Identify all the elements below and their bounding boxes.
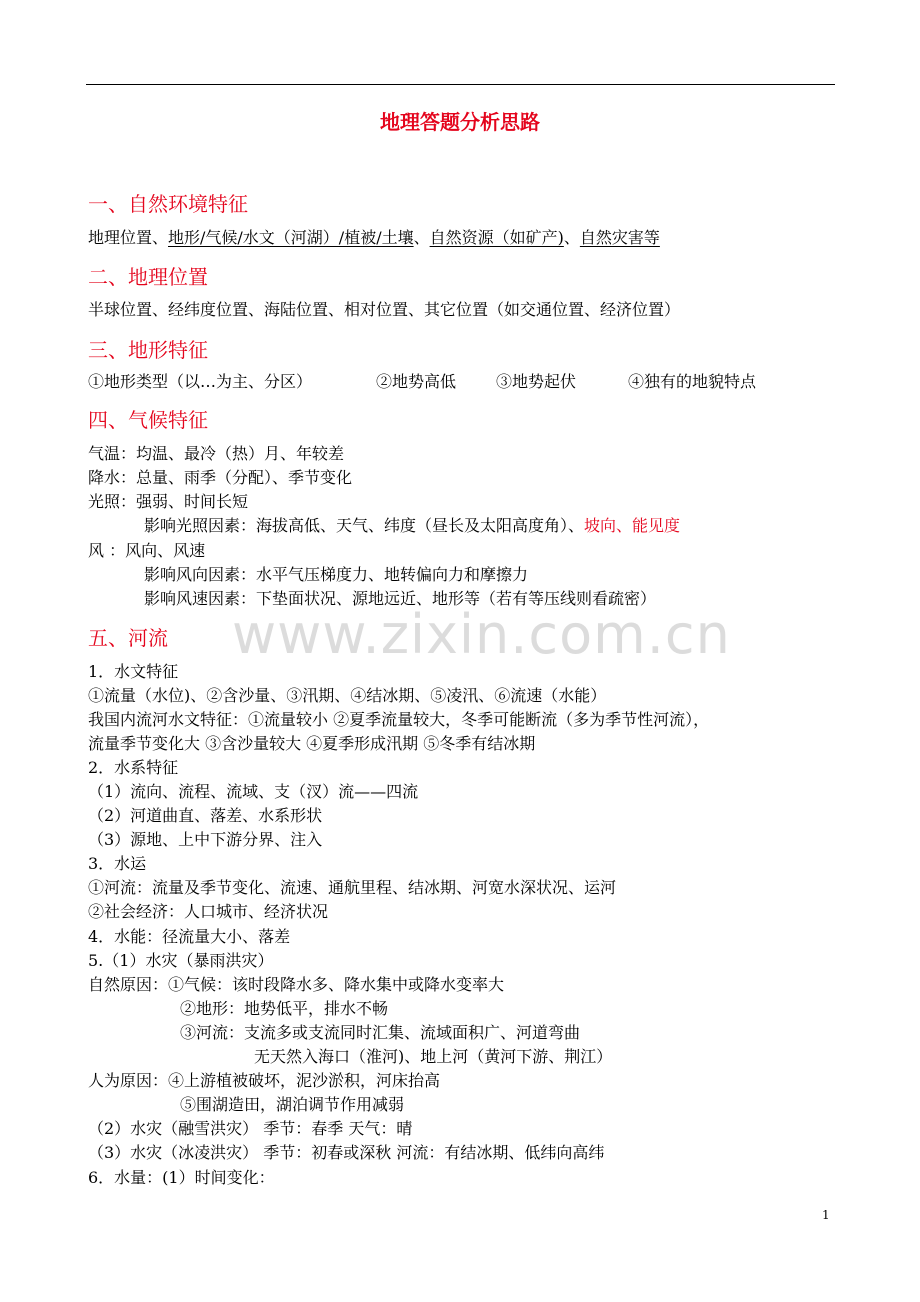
river-line: 流量季节变化大 ③含沙量较大 ④夏季形成汛期 ⑤冬季有结冰期 — [88, 734, 536, 753]
text: 、 — [413, 228, 430, 247]
underlined-text: 地形/气候/水文（河湖）/植被/土壤 — [168, 228, 414, 247]
river-line: ②社会经济：人口城市、经济状况 — [88, 902, 329, 921]
page-number: 1 — [822, 1208, 830, 1222]
terrain-item: ①地形类型（以…为主、分区） — [88, 372, 313, 391]
heading-climate: 四、气候特征 — [88, 408, 208, 432]
terrain-item: ②地势高低 — [376, 372, 457, 391]
climate-wind-speed: 影响风速因素：下垫面状况、源地远近、地形等（若有等压线则看疏密） — [144, 589, 657, 608]
climate-temperature: 气温：均温、最冷（热）月、年较差 — [88, 444, 345, 463]
terrain-item: ④独有的地貌特点 — [628, 372, 757, 391]
climate-wind: 风 ：风向、风速 — [88, 541, 206, 560]
river-line: ①流量（水位)、②含沙量、③汛期、④结冰期、⑤凌汛、⑥流速（水能） — [88, 686, 607, 705]
river-line: ②地形：地势低平，排水不畅 — [180, 999, 389, 1018]
river-line: ①河流：流量及季节变化、流速、通航里程、结冰期、河宽水深状况、运河 — [88, 878, 617, 897]
location-line: 半球位置、经纬度位置、海陆位置、相对位置、其它位置（如交通位置、经济位置） — [88, 300, 681, 319]
river-line: 1．水文特征 — [88, 662, 179, 681]
page-title: 地理答题分析思路 — [380, 110, 540, 134]
river-line: 6．水量：(1）时间变化： — [88, 1168, 275, 1187]
river-line: ⑤围湖造田，湖泊调节作用减弱 — [180, 1095, 405, 1114]
natural-environment-line — [88, 228, 660, 248]
river-line: 2．水系特征 — [88, 758, 179, 777]
climate-wind-direction: 影响风向因素：水平气压梯度力、地转偏向力和摩擦力 — [144, 565, 529, 584]
river-line: 无天然入海口（淮河)、地上河（黄河下游、荆江） — [254, 1047, 613, 1066]
river-line: （2）河道曲直、落差、水系形状 — [88, 806, 323, 825]
river-line: （1）流向、流程、流域、支（汊）流——四流 — [88, 782, 419, 801]
heading-location: 二、地理位置 — [88, 265, 208, 289]
terrain-item: ③地势起伏 — [496, 372, 577, 391]
river-line: 3．水运 — [88, 854, 147, 873]
climate-sunlight: 光照：强弱、时间长短 — [88, 492, 249, 511]
heading-natural-environment: 一、自然环境特征 — [88, 192, 248, 216]
river-line: （2）水灾（融雪洪灾） 季节：春季 天气：晴 — [88, 1119, 413, 1138]
underlined-text: 自然灾害等 — [579, 228, 660, 247]
river-line: 4．水能：径流量大小、落差 — [88, 927, 291, 946]
text: 地理位置、 — [88, 228, 169, 247]
text: 、 — [563, 228, 580, 247]
river-line: 人为原因：④上游植被破坏，泥沙淤积，河床抬高 — [88, 1071, 441, 1090]
river-line: （3）源地、上中下游分界、注入 — [88, 830, 323, 849]
text: 影响光照因素：海拔高低、天气、纬度（昼长及太阳高度角）、 — [144, 516, 585, 535]
watermark: www.zixin.com.cn — [232, 603, 731, 666]
climate-precipitation: 降水：总量、雨季（分配）、季节变化 — [88, 468, 353, 487]
heading-terrain: 三、地形特征 — [88, 338, 208, 362]
heading-rivers: 五、河流 — [88, 626, 168, 650]
underlined-text: 自然资源（如矿产) — [429, 228, 564, 247]
climate-sunlight-factors — [144, 516, 680, 536]
river-line: ③河流：支流多或支流同时汇集、流域面积广、河道弯曲 — [180, 1023, 581, 1042]
river-line: （3）水灾（冰凌洪灾） 季节：初春或深秋 河流：有结冰期、低纬向高纬 — [88, 1143, 605, 1162]
river-line: 5.（1）水灾（暴雨洪灾） — [88, 951, 274, 970]
river-line: 我国内流河水文特征：①流量较小 ②夏季流量较大，冬季可能断流（多为季节性河流）， — [88, 710, 710, 729]
highlighted-text: 坡向、能见度 — [584, 516, 681, 535]
river-line: 自然原因：①气候：该时段降水多、降水集中或降水变率大 — [88, 975, 505, 994]
top-rule — [86, 84, 835, 85]
